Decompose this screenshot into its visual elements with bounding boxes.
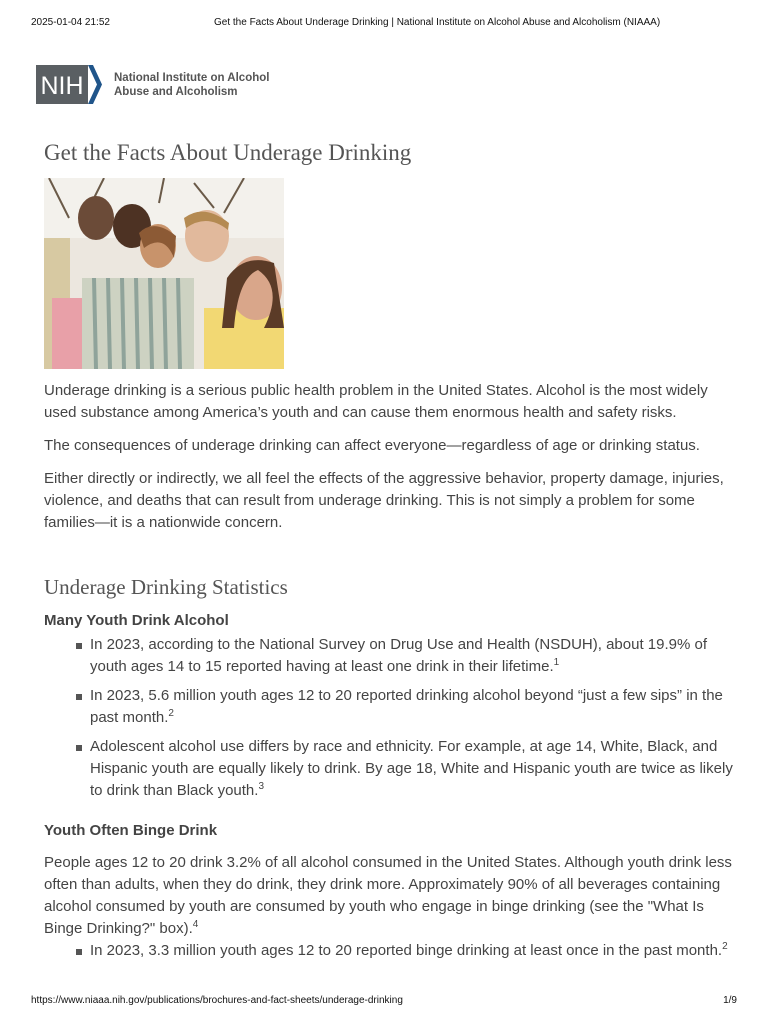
list-item xyxy=(44,685,734,729)
logo-line-2: Abuse and Alcoholism xyxy=(114,86,238,98)
nih-logo-text xyxy=(114,71,269,99)
intro-paragraph: Either directly or indirectly, we all feel the effects of the aggressive behavior, property damage, injuries, violence, and deaths that can result from underage drinking. This is not simply a problem for some families—it is a nationwide concern. xyxy=(44,470,724,531)
list-item-text: Adolescent alcohol use differs by race and ethnicity. For example, at age 14, White, Black, and Hispanic youth are equally likely to drink. By age 18, White and Hispanic youth are twice as likely to drink than Black youth. xyxy=(90,738,733,799)
binge-paragraph xyxy=(44,852,734,940)
print-page-title: Get the Facts About Underage Drinking | National Institute on Alcohol Abuse and Alcoholism (NIAAA) xyxy=(214,17,661,28)
bullet-icon xyxy=(76,694,82,700)
section-heading-statistics: Underage Drinking Statistics xyxy=(44,575,288,599)
footnote-ref[interactable]: 2 xyxy=(722,941,728,952)
subsection-heading: Many Youth Drink Alcohol xyxy=(44,612,229,629)
subsection-heading: Youth Often Binge Drink xyxy=(44,822,218,839)
nih-logo-letters: NIH xyxy=(40,72,84,100)
list-item xyxy=(44,940,734,962)
list-item-text: In 2023, 3.3 million youth ages 12 to 20 reported binge drinking at least once in the past month. xyxy=(90,942,723,959)
teens-group-photo xyxy=(44,178,284,369)
subsection-many-youth-drink xyxy=(44,612,734,809)
footnote-ref[interactable]: 4 xyxy=(192,919,199,930)
print-timestamp: 2025-01-04 21:52 xyxy=(31,17,110,28)
print-url[interactable]: https://www.niaaa.nih.gov/publications/brochures-and-fact-sheets/underage-drinking xyxy=(31,995,403,1006)
list-item xyxy=(44,736,734,802)
page-title: Get the Facts About Underage Drinking xyxy=(44,140,412,165)
bullet-icon xyxy=(76,949,82,955)
intro-text xyxy=(44,380,734,545)
binge-list xyxy=(44,940,734,962)
nih-logo[interactable] xyxy=(36,64,269,106)
footnote-ref[interactable]: 1 xyxy=(553,657,560,668)
intro-paragraph: Underage drinking is a serious public health problem in the United States. Alcohol is the most widely used substance among America’s youth and can cause them enormous health and safety risks. xyxy=(44,382,708,421)
stats-list xyxy=(44,634,734,802)
footnote-ref[interactable]: 2 xyxy=(168,708,174,719)
footnote-ref[interactable]: 3 xyxy=(258,781,264,792)
intro-paragraph: The consequences of underage drinking can affect everyone—regardless of age or drinking status. xyxy=(44,437,700,454)
list-item xyxy=(44,634,734,678)
nih-logo-mark xyxy=(36,64,104,106)
page-number: 1/9 xyxy=(723,995,737,1006)
binge-paragraph-text: People ages 12 to 20 drink 3.2% of all alcohol consumed in the United States. Although youth drink less often than adults, when they do drink, they drink more. Approximately 90% of all beverages containing alcohol consumed by youth are consumed by youth who engage in binge drinking (see the "What Is Binge Drinking?" box). xyxy=(44,854,732,937)
bullet-icon xyxy=(76,745,82,751)
logo-line-1: National Institute on Alcohol xyxy=(114,72,270,84)
list-item-text: In 2023, 5.6 million youth ages 12 to 20 reported drinking alcohol beyond “just a few sips” in the past month. xyxy=(90,687,723,726)
bullet-icon xyxy=(76,643,82,649)
list-item-text: In 2023, according to the National Survey on Drug Use and Health (NSDUH), about 19.9% of youth ages 14 to 15 reported having at least one drink in their lifetime. xyxy=(90,636,708,675)
subsection-binge-drink xyxy=(44,822,734,969)
